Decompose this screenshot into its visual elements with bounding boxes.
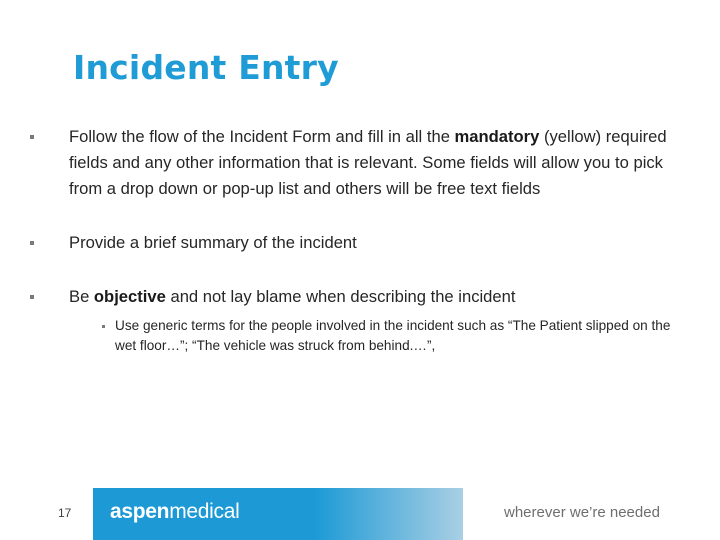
bullet-text: (yellow) required fields and any other information that is relevant. Some fields will allow you to pick from a drop down or pop-up list and others will be free text fields (69, 127, 667, 198)
logo-bold-text: aspen (110, 500, 170, 523)
bullet-list (30, 124, 680, 356)
bullet-text: Follow the flow of the Incident Form and fill in all the (69, 127, 455, 146)
bullet-item-form-flow (30, 124, 680, 202)
bullet-marker (30, 241, 34, 245)
bullet-item-summary (30, 230, 680, 256)
slide-title: Incident Entry (73, 48, 339, 87)
logo-regular-text: medical (169, 500, 240, 523)
sub-bullet-text: Use generic terms for the people involved in the incident such as “The Patient slipped on the wet floor…”; “The vehicle was struck from behind.…”, (115, 318, 671, 353)
page-number: 17 (58, 506, 72, 520)
tagline: wherever we’re needed (504, 504, 660, 521)
sub-bullet-marker (102, 325, 105, 328)
bullet-text: Be (69, 287, 94, 306)
bullet-emphasis-mandatory: mandatory (454, 127, 540, 146)
sub-bullet-generic-terms (102, 316, 680, 356)
bullet-emphasis-objective: objective (93, 287, 166, 306)
footer-brand-bar (93, 488, 463, 540)
bullet-text: and not lay blame when describing the incident (165, 287, 516, 306)
bullet-text: Provide a brief summary of the incident (69, 233, 357, 252)
bullet-marker (30, 295, 34, 299)
aspen-medical-logo (110, 500, 239, 524)
bullet-marker (30, 135, 34, 139)
footer-tagline-area (463, 488, 720, 540)
bullet-item-objective (30, 284, 680, 310)
